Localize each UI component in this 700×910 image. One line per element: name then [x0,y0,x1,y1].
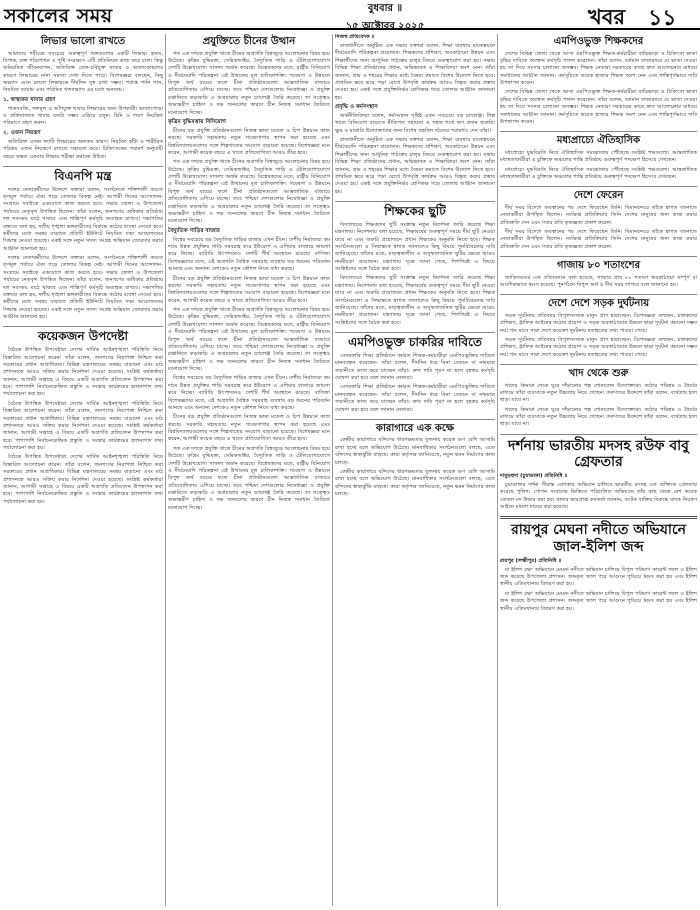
story-from-the-brink [500,368,697,435]
story-body [500,313,697,359]
story-paragraph: বেসরকারি শিক্ষা প্রতিষ্ঠানে কর্মরত শিক্ষক-কর্মচারীরা এমপিওভুক্তির দাবিতে মানববন্ধন করেছেন। তাঁরা বলেন, দীর্ঘদিন ধরে বিনা বেতনে বা নামমাত্র সম্মানীতে কাজ করে যাচ্ছেন তাঁরা। দ্রুত দাবি পূরণ না হলে বৃহত্তর কর্মসূচি ঘোষণা করা হবে বলে জানান নেতারা। [335,352,495,382]
story-headline: দর্শনায় ভারতীয় মদসহ রউফ বাবু গ্রেফতার [508,437,689,470]
story-headline: এমপিওভুক্ত শিক্ষকদের [553,36,644,47]
story-paragraph: মধ্যপ্রাচ্যে যুদ্ধবিরতি নিয়ে ঐতিহাসিক সমঝোতায় পৌঁছেছে সংশ্লিষ্ট পক্ষগুলো। আন্তর্জাতিক মধ্যস্থতাকারীরা এ চুক্তিকে অঞ্চলের শান্তি প্রতিষ্ঠায় গুরুত্বপূর্ণ পদক্ষেপ হিসেবে দেখছেন। [500,166,697,180]
story-middle-east [500,135,697,187]
story-byline: নিজস্ব প্রতিবেদক ॥ [335,34,375,40]
story-darshana-arrest [500,438,697,520]
story-paragraph: চুয়াডাঙ্গার দর্শনা সীমান্ত এলাকায় অভিযান চালিয়ে ভারতীয় মদসহ এক ব্যক্তিকে গ্রেফতার করেছে পুলিশ। গোপন সংবাদের ভিত্তিতে পরিচালিত অভিযানে তাঁর কাছ থেকে বেশ কয়েক বোতল মদ উদ্ধার করা হয়। থানার ভারপ্রাপ্ত কর্মকর্তা জানান, আটক ব্যক্তির বিরুদ্ধে মাদক নিয়ন্ত্রণ আইনে মামলা দায়ের করা হয়েছে। [500,481,697,511]
story-education [335,34,495,202]
column-divider [497,34,498,906]
story-mpo-demand [335,336,495,420]
story-bnp [3,170,163,328]
story-teacher-leave [335,205,495,333]
story-paragraph: বিশ্বের সবচেয়ে বড় বৈদ্যুতিক গাড়ির বাজার এখন চীনে। দেশীয় নির্মাতারা কম দামে উন্নত প্রযুক্তির গাড়ি সরবরাহ করে ইউরোপ ও এশিয়ার বাজারে জায়গা করে নিচ্ছে। ব্যাটারি উৎপাদনেও দেশটি শীর্ষ অবস্থানে রয়েছে। বাণিজ্য বিশেষজ্ঞদের মতে, এই অগ্রগতি বৈশ্বিক সরবরাহ ব্যবস্থায় বড় ধরনের পরিবর্তন আনছে এবং অন্যান্য দেশকেও নতুন কৌশল নিতে বাধ্য করছে। [168,236,330,273]
story-paragraph: বৈঠকে উপস্থিত উপদেষ্টারা দেশের সার্বিক আইনশৃঙ্খলা পরিস্থিতি নিয়ে বিস্তারিত আলোচনা করেন। তাঁরা বলেন, জনগণের নিরাপত্তা নিশ্চিত করা সরকারের প্রধান অগ্রাধিকার। বিভিন্ন মন্ত্রণালয়ের সমন্বয় বাড়ানো এবং মাঠ প্রশাসনকে আরও সক্রিয় করার নির্দেশনা দেওয়া হয়েছে। সংশ্লিষ্ট কর্মকর্তারা জানান, আগামী সপ্তাহে এ বিষয়ে একটি অগ্রগতি প্রতিবেদন উপস্থাপন করা হবে। পাশাপাশি নির্বাচনকেন্দ্রিক প্রস্তুতি ও সংস্কার কার্যক্রমের হালনাগাদ তথ্য পর্যালোচনা করা হয়। [3,347,163,398]
issue-day: বুধবার ॥ [367,3,403,14]
story-headline: রায়পুর মেঘনা নদীতে অভিযানে জাল-ইলিশ জব্দ [511,522,686,555]
story-mpo-teachers [500,36,697,132]
story-paragraph: খাদের কিনারা থেকে ঘুরে দাঁড়ানোর গল্প শোনালেন উদ্যোক্তারা। কঠোর পরিশ্রম ও ধৈর্যের মাধ্যমে তাঁরা ব্যবসাকে নতুন উচ্চতায় নিয়ে গেছেন। তরুণদের উদ্দেশে তাঁরা বলেন, ব্যর্থতায় হাল ছাড়া যাবে না। [500,406,697,428]
story-paragraph: অতিরিক্ত ওজন ফ্যাটি লিভারের অন্যতম কারণ। নিয়মিত হাঁটা ও শারীরিক পরিশ্রম ওজন নিয়ন্ত্রণে রাখতে সহায়তা করে। চিকিৎসকের পরামর্শ অনুযায়ী বছরে অন্তত একবার লিভার পরীক্ষা করানো উচিত। [3,138,163,160]
story-paragraph: সড়ক দুর্ঘটনায় প্রতিবছর বিপুলসংখ্যক মানুষ প্রাণ হারাচ্ছেন। বিশেষজ্ঞরা বলছেন, চালকদের প্রশিক্ষণ, ট্রাফিক আইনের কঠোর প্রয়োগ ও সড়ক অবকাঠামোর উন্নয়ন ছাড়া দুর্ঘটনা কমানো সম্ভব নয়। গত মাসে সারা দেশে কয়েকশ দুর্ঘটনায় হতাহতের তথ্য পাওয়া গেছে। [500,336,697,358]
column-2 [168,34,330,906]
story-paragraph: কেন্দ্রীয় কারাগারে বন্দিদের ধারণক্ষমতার তুলনায় কয়েক গুণ বেশি আসামি রাখা হচ্ছে বলে অভিযোগ উঠেছে। মানবাধিকার সংগঠনগুলো বলছে, এতে বন্দিদের স্বাস্থ্যঝুঁকি বাড়ছে। কারা কর্তৃপক্ষ জানিয়েছে, নতুন ভবন নির্মাণের কাজ চলছে। [335,437,495,466]
story-paragraph: সড়ক দুর্ঘটনায় প্রতিবছর বিপুলসংখ্যক মানুষ প্রাণ হারাচ্ছেন। বিশেষজ্ঞরা বলছেন, চালকদের প্রশিক্ষণ, ট্রাফিক আইনের কঠোর প্রয়োগ ও সড়ক অবকাঠামোর উন্নয়ন ছাড়া দুর্ঘটনা কমানো সম্ভব নয়। গত মাসে সারা দেশে কয়েকশ দুর্ঘটনায় হতাহতের তথ্য পাওয়া গেছে। [500,312,697,334]
story-body [500,383,697,429]
story-paragraph: মা ইলিশ রক্ষা অভিযানে মেঘনা নদীতে অভিযান চালিয়ে বিপুল পরিমাণ কারেন্ট জাল ও ইলিশ জব্দ করেছে উপজেলা প্রশাসন। জব্দকৃত জাল পরে আগুনে পুড়িয়ে ধ্বংস করা হয় এবং ইলিশ স্থানীয় এতিমখানায় বিতরণ করা হয়। [500,566,697,588]
story-advisers [3,330,163,511]
story-headline: দেশে দেশে সড়ক দুর্ঘটনায় [547,298,650,310]
story-body [500,567,697,613]
story-paragraph: জাতিসংঘের এক প্রতিবেদনে বলা হয়েছে, গাজার প্রায় ৮০ শতাংশ অবকাঠামো সম্পূর্ণ বা আংশিকভাবে ধ্বংস হয়েছে। পুনর্গঠনে বিপুল অর্থ ও দীর্ঘ সময় লাগবে বলে জানানো হয়। [500,274,697,288]
story-paragraph: রাজধানীতে অনুষ্ঠিত এক সভায় বক্তারা বলেন, শিক্ষা ব্যবস্থার মানোন্নয়নে দীর্ঘমেয়াদি পরিকল্পনা প্রয়োজন। শিক্ষকদের প্রশিক্ষণ, অবকাঠামো উন্নয়ন এবং শিক্ষার্থীদের জন্য আধুনিক পাঠ্যক্রম চালুর বিষয়ে গুরুত্বারোপ করা হয়। সভায় বিভিন্ন শিক্ষা প্রতিষ্ঠানের প্রধান, অভিভাবক ও শিক্ষাবিদরা অংশ নেন। তাঁরা জানান, গ্রাম ও শহরের শিক্ষার মধ্যে বৈষম্য কমাতে বিশেষ উদ্যোগ নিতে হবে। প্রাথমিক স্তরে ঝরে পড়া রোধে উপবৃত্তি কার্যক্রম আরও বিস্তৃত করার প্রস্তাব দেওয়া হয়। একই সঙ্গে প্রযুক্তিনির্ভর শ্রেণিকক্ষ গড়ে তোলার আহ্বান জানানো হয়। [335,137,495,195]
story-headline: মধ্যপ্রাচ্যে ঐতিহাসিক [556,135,641,147]
story-paragraph: বেসরকারি শিক্ষা প্রতিষ্ঠানে কর্মরত শিক্ষক-কর্মচারীরা এমপিওভুক্তির দাবিতে মানববন্ধন করেছেন। তাঁরা বলেন, দীর্ঘদিন ধরে বিনা বেতনে বা নামমাত্র সম্মানীতে কাজ করে যাচ্ছেন তাঁরা। দ্রুত দাবি পূরণ না হলে বৃহত্তর কর্মসূচি ঘোষণা করা হবে বলে জানান নেতারা। [335,384,495,413]
story-paragraph: বিদ্যালয়ের শিক্ষকদের ছুটি সংক্রান্ত নতুন নির্দেশনা জারি করেছে শিক্ষা মন্ত্রণালয়। নির্দেশনায় বলা হয়েছে, শিক্ষাবর্ষের গুরুত্বপূর্ণ সময়ে দীর্ঘ ছুটি নেওয়া যাবে না এবং জরুরি প্রয়োজনে প্রধান শিক্ষকের অনুমতি নিতে হবে। শিক্ষক সংগঠনগুলো এ সিদ্ধান্তকে স্বাগত জানালেও কিছু বিষয়ে পুনর্বিবেচনার দাবি জানিয়েছে। তাঁদের মতে, মাতৃত্বকালীন ও অসুস্থতাজনিত ছুটির ক্ষেত্রে আরও নমনীয়তা প্রয়োজন। মন্ত্রণালয় সূত্রে জানা গেছে, শিগগিরই এ বিষয়ে সংশ্লিষ্টদের সঙ্গে বৈঠক করা হবে। [335,275,495,326]
story-body [168,51,330,513]
story-headline: প্রযুক্তিতে চীনের উত্থান [202,36,296,47]
paper-name: সকালের সময় [4,5,113,27]
column-divider [332,34,333,906]
column-3 [335,34,495,906]
story-body [335,437,495,498]
story-paragraph: চীনের বড় প্রযুক্তি প্রতিষ্ঠানগুলো নিজস্ব ভাষা মডেল ও চিপ উন্নয়নে কাজ করছে। সরকারি সহায়তায় নতুন গবেষণাগার স্থাপন করা হয়েছে এবং বিশ্ববিদ্যালয়গুলোর সঙ্গে শিল্পখাতের সংযোগ বাড়ানো হয়েছে। বিশেষজ্ঞরা মনে করেন, আগামী কয়েক বছরে এ খাতে প্রতিযোগিতা আরও তীব্র হবে। [168,414,330,443]
story-headline: বিএনপি মন্ত্র [54,168,112,183]
story-paragraph: বিদ্যালয়ের শিক্ষকদের ছুটি সংক্রান্ত নতুন নির্দেশনা জারি করেছে শিক্ষা মন্ত্রণালয়। নির্দেশনায় বলা হয়েছে, শিক্ষাবর্ষের গুরুত্বপূর্ণ সময়ে দীর্ঘ ছুটি নেওয়া যাবে না এবং জরুরি প্রয়োজনে প্রধান শিক্ষকের অনুমতি নিতে হবে। শিক্ষক সংগঠনগুলো এ সিদ্ধান্তকে স্বাগত জানালেও কিছু বিষয়ে পুনর্বিবেচনার দাবি জানিয়েছে। তাঁদের মতে, মাতৃত্বকালীন ও অসুস্থতাজনিত ছুটির ক্ষেত্রে আরও নমনীয়তা প্রয়োজন। মন্ত্রণালয় সূত্রে জানা গেছে, শিগগিরই এ বিষয়ে সংশ্লিষ্টদের সঙ্গে বৈঠক করা হবে। [335,221,495,273]
story-byline: রায়পুর (লক্ষ্মীপুর) প্রতিনিধি ॥ [500,557,562,564]
story-road-accidents [500,298,697,365]
story-paragraph: চীনের বড় প্রযুক্তি প্রতিষ্ঠানগুলো নিজস্ব ভাষা মডেল ও চিপ উন্নয়নে কাজ করছে। সরকারি সহায়তায় নতুন গবেষণাগার স্থাপন করা হয়েছে এবং বিশ্ববিদ্যালয়গুলোর সঙ্গে শিল্পখাতের সংযোগ বাড়ানো হয়েছে। বিশেষজ্ঞরা মনে করেন, আগামী কয়েক বছরে এ খাতে প্রতিযোগিতা আরও তীব্র হবে। [168,127,330,156]
story-subhead: ১. স্বাস্থ্যকর খাবার গ্রহণ [3,96,56,103]
story-paragraph: শাকসবজি, ফলমূল ও আঁশযুক্ত খাবার লিভারের জন্য উপকারী। ভাজাপোড়া ও প্রক্রিয়াজাত খাবার যতটা সম্ভব এড়িয়ে চলুন। চিনি ও লবণ নিয়ন্ত্রিত পরিমাণে গ্রহণ করুন। [3,105,163,127]
story-headline: এমপিওভুক্ত চাকরির দাবিতে [348,335,482,350]
story-paragraph: দীর্ঘ সময় বিদেশে অবস্থানের পর দেশে ফিরেছেন তিনি। বিমানবন্দরে তাঁকে স্বাগত জানাতে নেতাকর্মীরা উপস্থিত ছিলেন। সংক্ষিপ্ত প্রতিক্রিয়ায় তিনি দেশের মানুষের জন্য কাজ করার প্রতিশ্রুতি দেন এবং সবার প্রতি কৃতজ্ঞতা প্রকাশ করেন। [500,204,697,226]
story-headline: দেশে ফেরেন [573,190,624,202]
story-paragraph: দলের নেতাকর্মীদের উদ্দেশে বক্তারা বলেন, সংগঠনকে শক্তিশালী করতে তৃণমূল পর্যায়ে ঐক্য গড়ে তোলার বিকল্প নেই। আগামী দিনের আন্দোলন-সংগ্রামে সবাইকে একযোগে কাজ করতে হবে। সভায় জেলা ও উপজেলা পর্যায়ের নেতৃবৃন্দ উপস্থিত ছিলেন। তাঁরা বলেন, জনগণের অধিকার প্রতিষ্ঠায় দল সবসময় মাঠে থাকবে এবং শান্তিপূর্ণ কর্মসূচি অব্যাহত রাখবে। সভাপতির বক্তব্যে বলা হয়, দলীয় শৃঙ্খলা ভঙ্গকারীদের বিরুদ্ধে কঠোর ব্যবস্থা নেওয়া হবে। কর্মীদের মধ্যে সমন্বয় বাড়াতে প্রতিটি ইউনিটে নিয়মিত সভা আয়োজনের সিদ্ধান্ত নেওয়া হয়েছে। একই সঙ্গে নতুন সদস্য সংগ্রহ অভিযান জোরদার করার আহ্বান জানানো হয়। [3,186,163,252]
page-number: ১১ [648,5,677,31]
story-paragraph: বৈঠকে উপস্থিত উপদেষ্টারা দেশের সার্বিক আইনশৃঙ্খলা পরিস্থিতি নিয়ে বিস্তারিত আলোচনা করেন। তাঁরা বলেন, জনগণের নিরাপত্তা নিশ্চিত করা সরকারের প্রধান অগ্রাধিকার। বিভিন্ন মন্ত্রণালয়ের সমন্বয় বাড়ানো এবং মাঠ প্রশাসনকে আরও সক্রিয় করার নির্দেশনা দেওয়া হয়েছে। সংশ্লিষ্ট কর্মকর্তারা জানান, আগামী সপ্তাহে এ বিষয়ে একটি অগ্রগতি প্রতিবেদন উপস্থাপন করা হবে। পাশাপাশি নির্বাচনকেন্দ্রিক প্রস্তুতি ও সংস্কার কার্যক্রমের হালনাগাদ তথ্য পর্যালোচনা করা হয়। [3,400,163,452]
story-paragraph: দেশের বিভিন্ন জেলা থেকে আসা এমপিওভুক্ত শিক্ষক-কর্মচারীরা বাড়িভাড়া ও চিকিৎসা ভাতা বৃদ্ধির দাবিতে অবস্থান কর্মসূচি পালন করেছেন। তাঁরা বলেন, বর্তমান বাজারদরে যে ভাতা দেওয়া হয় তা দিয়ে সংসার চালানো অসম্ভব। শিক্ষক নেতারা সরকারের কাছে দ্রুত আলোচনার মাধ্যমে সমাধানের আহ্বান জানান। কর্মসূচিতে কয়েক হাজার শিক্ষক অংশ নেন এবং শান্তিপূর্ণভাবে দাবি উপস্থাপন করেন। [500,50,697,86]
story-paragraph: বিশ্বের সবচেয়ে বড় বৈদ্যুতিক গাড়ির বাজার এখন চীনে। দেশীয় নির্মাতারা কম দামে উন্নত প্রযুক্তির গাড়ি সরবরাহ করে ইউরোপ ও এশিয়ার বাজারে জায়গা করে নিচ্ছে। ব্যাটারি উৎপাদনেও দেশটি শীর্ষ অবস্থানে রয়েছে। বাণিজ্য বিশেষজ্ঞদের মতে, এই অগ্রগতি বৈশ্বিক সরবরাহ ব্যবস্থায় বড় ধরনের পরিবর্তন আনছে এবং অন্যান্য দেশকেও নতুন কৌশল নিতে বাধ্য করছে। [168,375,330,411]
column-1 [3,34,163,906]
story-body [500,275,697,290]
story-paragraph: রাজধানীতে অনুষ্ঠিত এক সভায় বক্তারা বলেন, শিক্ষা ব্যবস্থার মানোন্নয়নে দীর্ঘমেয়াদি পরিকল্পনা প্রয়োজন। শিক্ষকদের প্রশিক্ষণ, অবকাঠামো উন্নয়ন এবং শিক্ষার্থীদের জন্য আধুনিক পাঠ্যক্রম চালুর বিষয়ে গুরুত্বারোপ করা হয়। সভায় বিভিন্ন শিক্ষা প্রতিষ্ঠানের প্রধান, অভিভাবক ও শিক্ষাবিদরা অংশ নেন। তাঁরা জানান, গ্রাম ও শহরের শিক্ষার মধ্যে বৈষম্য কমাতে বিশেষ উদ্যোগ নিতে হবে। প্রাথমিক স্তরে ঝরে পড়া রোধে উপবৃত্তি কার্যক্রম আরও বিস্তৃত করার প্রস্তাব দেওয়া হয়। একই সঙ্গে প্রযুক্তিনির্ভর শ্রেণিকক্ষ গড়ে তোলার আহ্বান জানানো হয়। [335,43,495,101]
story-body [500,205,697,251]
story-headline: লিভার ভালো রাখতে [40,36,126,47]
story-subhead: কৃত্রিম বুদ্ধিমত্তায় বিনিয়োগ [168,118,226,125]
story-paragraph: গত এক দশকে প্রযুক্তি খাতে চীনের অগ্রগতি বিশ্বজুড়ে আলোচনার বিষয় হয়ে উঠেছে। কৃত্রিম বুদ্ধিমত্তা, সেমিকন্ডাক্টর, বৈদ্যুতিক গাড়ি ও টেলিযোগাযোগে দেশটি উল্লেখযোগ্য সাফল্য অর্জন করেছে। বিশ্লেষকদের মতে, রাষ্ট্রীয় বিনিয়োগ ও দীর্ঘমেয়াদি পরিকল্পনা এই উত্থানের মূল চালিকাশক্তি। গবেষণা ও উন্নয়নে বিপুল অর্থ ব্যয়ের ফলে চীনা প্রতিষ্ঠানগুলো আন্তর্জাতিক বাজারে প্রতিযোগিতায় এগিয়ে যাচ্ছে। তবে পশ্চিমা দেশগুলোর নিষেধাজ্ঞা ও প্রযুক্তি রপ্তানিতে কড়াকড়ি এ অগ্রযাত্রায় নতুন চ্যালেঞ্জ তৈরি করেছে। তা সত্ত্বেও অভ্যন্তরীণ চাহিদা ও দক্ষ জনবলের কারণে চীন নিজস্ব সমাধান তৈরিতে মনোযোগ দিচ্ছে। [168,445,330,511]
story-headline: শিক্ষকের ছুটি [384,204,446,219]
story-byline: দামুড়হুদা (চুয়াডাঙ্গা) প্রতিনিধি ॥ [500,472,568,479]
story-paragraph: মধ্যপ্রাচ্যে যুদ্ধবিরতি নিয়ে ঐতিহাসিক সমঝোতায় পৌঁছেছে সংশ্লিষ্ট পক্ষগুলো। আন্তর্জাতিক মধ্যস্থতাকারীরা এ চুক্তিকে অঞ্চলের শান্তি প্রতিষ্ঠায় গুরুত্বপূর্ণ পদক্ষেপ হিসেবে দেখছেন। [500,149,697,164]
story-body [500,51,697,127]
story-paragraph: খাদের কিনারা থেকে ঘুরে দাঁড়ানোর গল্প শোনালেন উদ্যোক্তারা। কঠোর পরিশ্রম ও ধৈর্যের মাধ্যমে তাঁরা ব্যবসাকে নতুন উচ্চতায় নিয়ে গেছেন। তরুণদের উদ্দেশে তাঁরা বলেন, ব্যর্থতায় হাল ছাড়া যাবে না। [500,382,697,404]
story-paragraph: গত এক দশকে প্রযুক্তি খাতে চীনের অগ্রগতি বিশ্বজুড়ে আলোচনার বিষয় হয়ে উঠেছে। কৃত্রিম বুদ্ধিমত্তা, সেমিকন্ডাক্টর, বৈদ্যুতিক গাড়ি ও টেলিযোগাযোগে দেশটি উল্লেখযোগ্য সাফল্য অর্জন করেছে। বিশ্লেষকদের মতে, রাষ্ট্রীয় বিনিয়োগ ও দীর্ঘমেয়াদি পরিকল্পনা এই উত্থানের মূল চালিকাশক্তি। গবেষণা ও উন্নয়নে বিপুল অর্থ ব্যয়ের ফলে চীনা প্রতিষ্ঠানগুলো আন্তর্জাতিক বাজারে প্রতিযোগিতায় এগিয়ে যাচ্ছে। তবে পশ্চিমা দেশগুলোর নিষেধাজ্ঞা ও প্রযুক্তি রপ্তানিতে কড়াকড়ি এ অগ্রযাত্রায় নতুন চ্যালেঞ্জ তৈরি করেছে। তা সত্ত্বেও অভ্যন্তরীণ চাহিদা ও দক্ষ জনবলের কারণে চীন নিজস্ব সমাধান তৈরিতে মনোযোগ দিচ্ছে। [168,307,330,372]
dateline [270,1,500,36]
story-body [500,482,697,512]
story-body [335,353,495,414]
story-paragraph: অর্থনীতিবিদরা বলেন, কর্মসংস্থান সৃষ্টিই এখন সবচেয়ে বড় চ্যালেঞ্জ। শিল্প খাতে বিনিয়োগ বাড়াতে নীতিগত সহায়তা ও সহজ শর্তে ঋণ প্রদান জরুরি। ক্ষুদ্র ও মাঝারি উদ্যোক্তাদের জন্য বিশেষ তহবিল গঠনের পরামর্শও দেন তাঁরা। [335,112,495,134]
story-body [3,187,163,322]
story-raipur-meghna [500,522,697,617]
masthead [0,0,700,30]
story-prison [335,423,495,504]
story-return-home [500,190,697,257]
story-china-tech [168,36,330,517]
story-headline: গাজায় ৮০ শতাংশের [556,260,641,271]
story-paragraph: কেন্দ্রীয় কারাগারে বন্দিদের ধারণক্ষমতার তুলনায় কয়েক গুণ বেশি আসামি রাখা হচ্ছে বলে অভিযোগ উঠেছে। মানবাধিকার সংগঠনগুলো বলছে, এতে বন্দিদের স্বাস্থ্যঝুঁকি বাড়ছে। কারা কর্তৃপক্ষ জানিয়েছে, নতুন ভবন নির্মাণের কাজ চলছে। [335,468,495,498]
story-paragraph: মা ইলিশ রক্ষা অভিযানে মেঘনা নদীতে অভিযান চালিয়ে বিপুল পরিমাণ কারেন্ট জাল ও ইলিশ জব্দ করেছে উপজেলা প্রশাসন। জব্দকৃত জাল পরে আগুনে পুড়িয়ে ধ্বংস করা হয় এবং ইলিশ স্থানীয় এতিমখানায় বিতরণ করা হয়। [500,590,697,612]
story-body [3,51,163,161]
story-gaza [500,260,697,295]
story-liver-health [3,36,163,167]
story-paragraph: গত এক দশকে প্রযুক্তি খাতে চীনের অগ্রগতি বিশ্বজুড়ে আলোচনার বিষয় হয়ে উঠেছে। কৃত্রিম বুদ্ধিমত্তা, সেমিকন্ডাক্টর, বৈদ্যুতিক গাড়ি ও টেলিযোগাযোগে দেশটি উল্লেখযোগ্য সাফল্য অর্জন করেছে। বিশ্লেষকদের মতে, রাষ্ট্রীয় বিনিয়োগ ও দীর্ঘমেয়াদি পরিকল্পনা এই উত্থানের মূল চালিকাশক্তি। গবেষণা ও উন্নয়নে বিপুল অর্থ ব্যয়ের ফলে চীনা প্রতিষ্ঠানগুলো আন্তর্জাতিক বাজারে প্রতিযোগিতায় এগিয়ে যাচ্ছে। তবে পশ্চিমা দেশগুলোর নিষেধাজ্ঞা ও প্রযুক্তি রপ্তানিতে কড়াকড়ি এ অগ্রযাত্রায় নতুন চ্যালেঞ্জ তৈরি করেছে। তা সত্ত্বেও অভ্যন্তরীণ চাহিদা ও দক্ষ জনবলের কারণে চীন নিজস্ব সমাধান তৈরিতে মনোযোগ দিচ্ছে। [168,50,330,116]
story-paragraph: গত এক দশকে প্রযুক্তি খাতে চীনের অগ্রগতি বিশ্বজুড়ে আলোচনার বিষয় হয়ে উঠেছে। কৃত্রিম বুদ্ধিমত্তা, সেমিকন্ডাক্টর, বৈদ্যুতিক গাড়ি ও টেলিযোগাযোগে দেশটি উল্লেখযোগ্য সাফল্য অর্জন করেছে। বিশ্লেষকদের মতে, রাষ্ট্রীয় বিনিয়োগ ও দীর্ঘমেয়াদি পরিকল্পনা এই উত্থানের মূল চালিকাশক্তি। গবেষণা ও উন্নয়নে বিপুল অর্থ ব্যয়ের ফলে চীনা প্রতিষ্ঠানগুলো আন্তর্জাতিক বাজারে প্রতিযোগিতায় এগিয়ে যাচ্ছে। তবে পশ্চিমা দেশগুলোর নিষেধাজ্ঞা ও প্রযুক্তি রপ্তানিতে কড়াকড়ি এ অগ্রযাত্রায় নতুন চ্যালেঞ্জ তৈরি করেছে। তা সত্ত্বেও অভ্যন্তরীণ চাহিদা ও দক্ষ জনবলের কারণে চীন নিজস্ব সমাধান তৈরিতে মনোযোগ দিচ্ছে। [168,159,330,225]
story-paragraph: দলের নেতাকর্মীদের উদ্দেশে বক্তারা বলেন, সংগঠনকে শক্তিশালী করতে তৃণমূল পর্যায়ে ঐক্য গড়ে তোলার বিকল্প নেই। আগামী দিনের আন্দোলন-সংগ্রামে সবাইকে একযোগে কাজ করতে হবে। সভায় জেলা ও উপজেলা পর্যায়ের নেতৃবৃন্দ উপস্থিত ছিলেন। তাঁরা বলেন, জনগণের অধিকার প্রতিষ্ঠায় দল সবসময় মাঠে থাকবে এবং শান্তিপূর্ণ কর্মসূচি অব্যাহত রাখবে। সভাপতির বক্তব্যে বলা হয়, দলীয় শৃঙ্খলা ভঙ্গকারীদের বিরুদ্ধে কঠোর ব্যবস্থা নেওয়া হবে। কর্মীদের মধ্যে সমন্বয় বাড়াতে প্রতিটি ইউনিটে নিয়মিত সভা আয়োজনের সিদ্ধান্ত নেওয়া হয়েছে। একই সঙ্গে নতুন সদস্য সংগ্রহ অভিযান জোরদার করার আহ্বান জানানো হয়। [3,255,163,321]
story-paragraph: দেশের বিভিন্ন জেলা থেকে আসা এমপিওভুক্ত শিক্ষক-কর্মচারীরা বাড়িভাড়া ও চিকিৎসা ভাতা বৃদ্ধির দাবিতে অবস্থান কর্মসূচি পালন করেছেন। তাঁরা বলেন, বর্তমান বাজারদরে যে ভাতা দেওয়া হয় তা দিয়ে সংসার চালানো অসম্ভব। শিক্ষক নেতারা সরকারের কাছে দ্রুত আলোচনার মাধ্যমে সমাধানের আহ্বান জানান। কর্মসূচিতে কয়েক হাজার শিক্ষক অংশ নেন এবং শান্তিপূর্ণভাবে দাবি উপস্থাপন করেন। [500,89,697,125]
story-headline: খাদ থেকে শুরু [568,368,629,379]
column-4 [500,34,697,906]
story-body [3,347,163,506]
section-name: খবর [588,4,626,29]
story-subhead: ২. ওজন নিয়ন্ত্রণ [3,129,41,136]
story-body [335,222,495,327]
issue-date: ১৫ অক্টোবর ২০২৫ [345,21,425,32]
story-body [335,43,495,196]
story-headline: কয়েকজন উপদেষ্টা [37,329,129,344]
story-subhead: বৈদ্যুতিক গাড়ির বাজার [168,227,220,234]
story-paragraph: চীনের বড় প্রযুক্তি প্রতিষ্ঠানগুলো নিজস্ব ভাষা মডেল ও চিপ উন্নয়নে কাজ করছে। সরকারি সহায়তায় নতুন গবেষণাগার স্থাপন করা হয়েছে এবং বিশ্ববিদ্যালয়গুলোর সঙ্গে শিল্পখাতের সংযোগ বাড়ানো হয়েছে। বিশেষজ্ঞরা মনে করেন, আগামী কয়েক বছরে এ খাতে প্রতিযোগিতা আরও তীব্র হবে। [168,275,330,304]
story-paragraph: আমাদের শরীরের সবচেয়ে গুরুত্বপূর্ণ অঙ্গগুলোর একটি লিভার। হজম, বিপাক, রক্ত পরিশোধন ও পুষ্টি সংরক্ষণে এটি প্রতিনিয়ত কাজ করে চলে। কিন্তু অনিয়মিত জীবনযাপন, অতিরিক্ত তেল-চর্বিযুক্ত খাবার ও অ্যালকোহলের কারণে লিভারের নানা সমস্যা দেখা দিতে পারে। বিশেষজ্ঞরা বলছেন, কিছু অভ্যাস মেনে চললে লিভারকে দীর্ঘদিন সুস্থ রাখা সম্ভব। পর্যাপ্ত পানি পান, নিয়মিত ব্যায়াম এবং পরিমিত খাদ্যাভ্যাস এর মধ্যে অন্যতম। [3,50,163,94]
story-headline: কারাগারে এক কক্ষে [376,422,454,434]
story-paragraph: দীর্ঘ সময় বিদেশে অবস্থানের পর দেশে ফিরেছেন তিনি। বিমানবন্দরে তাঁকে স্বাগত জানাতে নেতাকর্মীরা উপস্থিত ছিলেন। সংক্ষিপ্ত প্রতিক্রিয়ায় তিনি দেশের মানুষের জন্য কাজ করার প্রতিশ্রুতি দেন এবং সবার প্রতি কৃতজ্ঞতা প্রকাশ করেন। [500,228,697,250]
story-paragraph: বৈঠকে উপস্থিত উপদেষ্টারা দেশের সার্বিক আইনশৃঙ্খলা পরিস্থিতি নিয়ে বিস্তারিত আলোচনা করেন। তাঁরা বলেন, জনগণের নিরাপত্তা নিশ্চিত করা সরকারের প্রধান অগ্রাধিকার। বিভিন্ন মন্ত্রণালয়ের সমন্বয় বাড়ানো এবং মাঠ প্রশাসনকে আরও সক্রিয় করার নির্দেশনা দেওয়া হয়েছে। সংশ্লিষ্ট কর্মকর্তারা জানান, আগামী সপ্তাহে এ বিষয়ে একটি অগ্রগতি প্রতিবেদন উপস্থাপন করা হবে। পাশাপাশি নির্বাচনকেন্দ্রিক প্রস্তুতি ও সংস্কার কার্যক্রমের হালনাগাদ তথ্য পর্যালোচনা করা হয়। [3,454,163,505]
column-divider [165,34,166,906]
story-subhead: প্রবৃদ্ধি ও কর্মসংস্থান [335,104,378,110]
story-body [500,150,697,182]
